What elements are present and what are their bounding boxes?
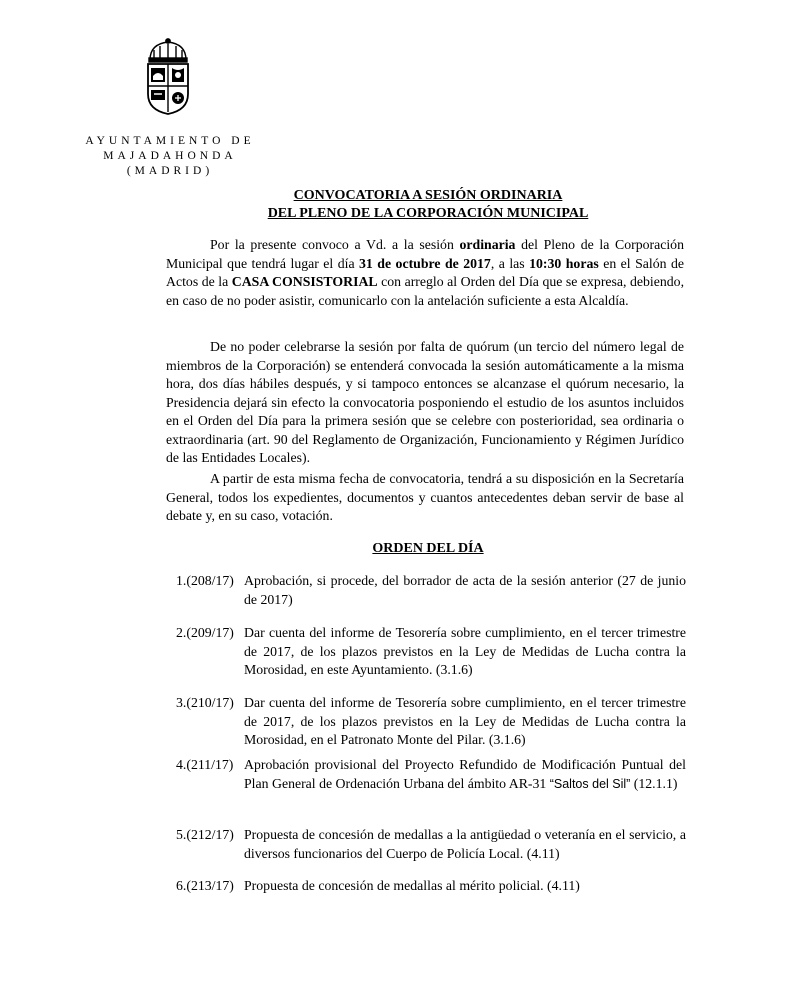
agenda-item-text: Aprobación, si procede, del borrador de acta de la sesión anterior (27 de junio de 2017) — [244, 573, 686, 607]
org-name-line2: MAJADAHONDA — [103, 150, 237, 162]
agenda-item — [176, 756, 686, 793]
quorum-paragraph: De no poder celebrarse la sesión por falta de quórum (un tercio del número legal de miembros de la Corporación) se entenderá convocada la sesión automáticamente a la misma hora, dos días hábiles después, y si tampoco entonces se alcanzase el quórum necesario, la Presidencia dejará sin efecto la convocatoria posponiendo el estudio de los asuntos incluidos en el Orden del Día para la primera sesión que se celebre con posterioridad, sea ordinaria o extraordinaria (art. 90 del Reglamento de Organización, Funcionamiento y Régimen Jurídico de las Entidades Locales). — [166, 339, 684, 465]
agenda-item — [176, 826, 686, 863]
agenda-item-number: 4.(211/17) — [176, 757, 234, 772]
document-title-line1: CONVOCATORIA A SESIÓN ORDINARIA — [293, 188, 563, 203]
agenda-title: ORDEN DEL DÍA — [372, 541, 484, 556]
convocation-paragraph: Por la presente convoco a Vd. a la sesión ordinaria del Pleno de la Corporación Municipal que tendrá lugar el día 31 de octubre de 2017, a las 10:30 horas en el Salón de Actos de la CASA CONSISTORIAL con arreglo al Orden del Día que se expresa, debiendo, en caso de no poder asistir, comunicarlo con la antelación suficiente a esta Alcaldía. — [166, 237, 685, 308]
agenda-item-number: 3.(210/17) — [176, 695, 234, 710]
agenda-item — [176, 624, 686, 680]
agenda-item-number: 2.(209/17) — [176, 625, 234, 640]
documents-paragraph: A partir de esta misma fecha de convocatoria, tendrá a su disposición en la Secretaría General, todos los expedientes, documentos y cuantos antecedentes deban servir de base al debate y, en su caso, votación. — [166, 471, 684, 523]
org-name-line1: AYUNTAMIENTO DE — [85, 135, 255, 147]
org-name-line3: (MADRID) — [126, 165, 214, 177]
agenda-item-text: Dar cuenta del informe de Tesorería sobre cumplimiento, en el tercer trimestre de 2017, de los plazos previstos en la Ley de Medidas de Lucha contra la Morosidad, en este Ayuntamiento. (3.1.6) — [244, 625, 686, 677]
agenda-item-number: 1.(208/17) — [176, 573, 234, 588]
agenda-item-number: 5.(212/17) — [176, 827, 234, 842]
agenda-item-text: Aprobación provisional del Proyecto Refundido de Modificación Puntual del Plan General de Ordenación Urbana del ámbito AR-31 “Saltos del Sil” (12.1.1) — [244, 757, 686, 791]
agenda-item-text: Dar cuenta del informe de Tesorería sobre cumplimiento, en el tercer trimestre de 2017, de los plazos previstos en la Ley de Medidas de Lucha contra la Morosidad, en el Patronato Monte del Pilar. (3.1.6) — [244, 695, 686, 747]
coat-of-arms-logo — [142, 38, 194, 116]
agenda-item — [176, 694, 686, 750]
agenda-item — [176, 572, 686, 609]
agenda-item-text: Propuesta de concesión de medallas a la antigüedad o veteranía en el servicio, a diversos funcionarios del Cuerpo de Policía Local. (4.11) — [244, 827, 686, 861]
document-title-line2: DEL PLENO DE LA CORPORACIÓN MUNICIPAL — [267, 206, 589, 221]
agenda-item-number: 6.(213/17) — [176, 878, 234, 893]
agenda-item — [176, 877, 686, 896]
agenda-item-text: Propuesta de concesión de medallas al mérito policial. (4.11) — [244, 878, 580, 893]
